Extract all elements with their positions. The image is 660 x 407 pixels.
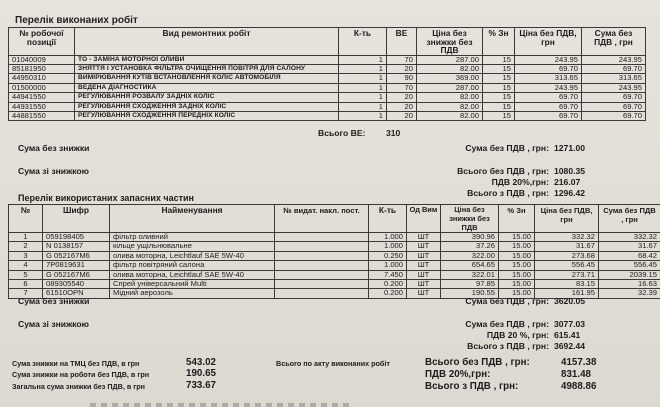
discount-parts-label: Сума знижки на ТМЦ без ПДВ, в грн (12, 359, 140, 368)
works-cell-work-type: РЕГУЛЮВАННЯ СХОДЖЕННЯ ЗАДНІХ КОЛІС (75, 102, 339, 111)
parts-table-row (9, 242, 660, 251)
parts-cell-code: 059198405 (43, 233, 110, 242)
parts-cell-price-no-vat: 83.15 (535, 280, 599, 289)
works-cell-qty: 1 (339, 102, 387, 111)
parts-cell-invoice (275, 242, 369, 251)
parts-cell-discount-pct: 15.00 (499, 270, 535, 279)
parts-cell-sum-no-vat: 68.42 (599, 251, 660, 260)
works-cell-work-type: РЕГУЛЮВАННЯ РОЗВАЛУ ЗАДНІХ КОЛІС (75, 93, 339, 102)
works-cell-discount-pct: 15 (483, 83, 515, 92)
parts-cell-invoice (275, 233, 369, 242)
parts-cell-sum-no-vat: 332.32 (599, 233, 660, 242)
works-cell-qty: 1 (339, 83, 387, 92)
parts-sum-no-vat-label: Сума без ПДВ , грн: (465, 296, 549, 306)
works-cell-sum-no-vat: 243.95 (582, 55, 646, 64)
parts-header-unit: Од Вим (407, 205, 441, 233)
parts-table-row (9, 280, 660, 289)
works-cell-price-no-discount: 369.00 (417, 74, 483, 83)
parts-total-with-vat-value: 3692.44 (554, 341, 586, 351)
works-cell-sum-no-vat: 69.70 (582, 93, 646, 102)
parts-cell-price-no-vat: 273.68 (535, 251, 599, 260)
parts-cell-sum-no-vat: 16.63 (599, 280, 660, 289)
works-header-sum-no-vat: Сума без ПДВ , грн (582, 28, 646, 56)
works-cell-discount-pct: 15 (483, 102, 515, 111)
parts-cell-price-no-discount: 322.00 (441, 251, 499, 260)
works-cell-be: 20 (387, 111, 417, 120)
works-sum-with-discount-label: Сума зі знижкою (18, 166, 89, 176)
works-cell-be: 70 (387, 55, 417, 64)
parts-cell-qty: 1.000 (369, 242, 407, 251)
parts-cell-invoice (275, 280, 369, 289)
works-cell-discount-pct: 15 (483, 64, 515, 73)
works-cell-qty: 1 (339, 74, 387, 83)
works-cell-position-code: 44881550 (9, 111, 75, 120)
works-table-row (9, 64, 646, 73)
parts-cell-unit: ШТ (407, 289, 441, 298)
parts-cell-price-no-discount: 390.96 (441, 233, 499, 242)
works-cell-discount-pct: 15 (483, 55, 515, 64)
parts-sum-no-vat-value: 3620.05 (554, 296, 586, 306)
grand-with-vat-label: Всього з ПДВ , грн: (425, 381, 519, 392)
parts-cell-sum-no-vat: 31.67 (599, 242, 660, 251)
parts-cell-code: 089305540 (43, 280, 110, 289)
works-cell-position-code: 44941550 (9, 93, 75, 102)
parts-table-row (9, 233, 660, 242)
works-table-row (9, 102, 646, 111)
works-cell-be: 20 (387, 102, 417, 111)
discount-total-label: Загальна сума знижки без ПДВ, в грн (12, 382, 145, 391)
parts-table-row (9, 261, 660, 270)
parts-section-title: Перелік використаних запасних частин (18, 193, 194, 203)
works-vat-label: ПДВ 20%,грн: (491, 177, 549, 187)
act-total-label: Всього по акту виконаних робіт (276, 359, 390, 368)
parts-header-price-no-vat: Ціна без ПДВ, грн (535, 205, 599, 233)
works-header-work-type: Вид ремонтних робіт (75, 28, 339, 56)
parts-cell-price-no-vat: 273.71 (535, 270, 599, 279)
parts-cell-discount-pct: 15.00 (499, 233, 535, 242)
works-cell-qty: 1 (339, 55, 387, 64)
parts-cell-number: 4 (9, 261, 43, 270)
parts-cell-discount-pct: 15.00 (499, 251, 535, 260)
works-section-title: Перелік виконаних робіт (15, 15, 138, 26)
parts-header-invoice: № видат. накл. пост. (275, 205, 369, 233)
parts-cell-name: Спрей універсальний Multi (110, 280, 275, 289)
works-cell-qty: 1 (339, 64, 387, 73)
parts-cell-name: фільтр повітряний салона (110, 261, 275, 270)
works-cell-price-no-discount: 82.00 (417, 111, 483, 120)
works-cell-price-no-discount: 82.00 (417, 102, 483, 111)
grand-vat-value: 831.48 (561, 369, 591, 380)
works-table-row (9, 83, 646, 92)
works-header-price-no-discount: Ціна без знижки без ПДВ (417, 28, 483, 56)
works-cell-be: 70 (387, 83, 417, 92)
parts-cell-qty: 7.450 (369, 270, 407, 279)
parts-cell-number: 1 (9, 233, 43, 242)
parts-cell-unit: ШТ (407, 242, 441, 251)
works-cell-sum-no-vat: 69.70 (582, 64, 646, 73)
parts-cell-code: G 052167M6 (43, 270, 110, 279)
discount-works-value: 190.65 (186, 368, 216, 379)
works-cell-price-no-vat: 69.70 (515, 111, 582, 120)
works-total-be-value: 310 (386, 128, 401, 138)
parts-cell-price-no-discount: 190.55 (441, 289, 499, 298)
works-total-with-vat-value: 1296.42 (554, 188, 586, 198)
works-cell-price-no-vat: 69.70 (515, 102, 582, 111)
discount-parts-value: 543.02 (186, 357, 216, 368)
parts-header-row (9, 205, 660, 233)
parts-cell-sum-no-vat: 2039.15 (599, 270, 660, 279)
parts-cell-unit: ШТ (407, 280, 441, 289)
works-total-be-label: Всього ВЕ: (318, 128, 366, 138)
parts-header-qty: К-ть (369, 205, 407, 233)
works-table-row (9, 93, 646, 102)
parts-cell-unit: ШТ (407, 251, 441, 260)
works-cell-discount-pct: 15 (483, 74, 515, 83)
parts-cell-price-no-vat: 31.67 (535, 242, 599, 251)
works-sum-no-vat-label: Сума без ПДВ , грн: (465, 143, 549, 153)
parts-cell-invoice (275, 251, 369, 260)
grand-no-vat-label: Всього без ПДВ , грн: (425, 357, 530, 368)
works-cell-qty: 1 (339, 93, 387, 102)
works-cell-work-type: ВИМІРЮВАННЯ КУТІВ ВСТАНОВЛЕННЯ КОЛІС АВТОМОБІЛЯ (75, 74, 339, 83)
works-cell-price-no-vat: 69.70 (515, 93, 582, 102)
parts-cell-code: N 0138157 (43, 242, 110, 251)
works-header-position: № робочої позиції (9, 28, 75, 56)
works-table-row (9, 74, 646, 83)
parts-header-sum-no-vat: Сума без ПДВ , грн (599, 205, 660, 233)
works-cell-position-code: 44950310 (9, 74, 75, 83)
parts-cell-qty: 0.250 (369, 251, 407, 260)
works-cell-price-no-discount: 82.00 (417, 93, 483, 102)
works-cell-discount-pct: 15 (483, 111, 515, 120)
works-cell-work-type: ВЕДЕНА ДІАГНОСТИКА (75, 83, 339, 92)
parts-cell-name: фільтр оливний (110, 233, 275, 242)
parts-cell-name: олива моторна, Leichtlauf SAE 5W-40 (110, 251, 275, 260)
parts-cell-name: Мідний аерозоль (110, 289, 275, 298)
cutoff-text-line (90, 403, 350, 407)
parts-cell-price-no-vat: 556.45 (535, 261, 599, 270)
grand-no-vat-value: 4157.38 (561, 357, 597, 368)
parts-cell-number: 3 (9, 251, 43, 260)
parts-cell-qty: 0.200 (369, 289, 407, 298)
parts-sum-no-discount-label: Сума без знижки (18, 296, 90, 306)
parts-cell-invoice (275, 289, 369, 298)
parts-table (8, 204, 660, 299)
works-cell-price-no-vat: 243.95 (515, 55, 582, 64)
grand-vat-label: ПДВ 20%,грн: (425, 369, 491, 380)
parts-cell-invoice (275, 261, 369, 270)
parts-cell-number: 2 (9, 242, 43, 251)
works-header-be: ВЕ (387, 28, 417, 56)
parts-cell-unit: ШТ (407, 270, 441, 279)
works-sum-no-discount-label: Сума без знижки (18, 143, 90, 153)
works-cell-be: 90 (387, 74, 417, 83)
works-cell-discount-pct: 15 (483, 93, 515, 102)
works-header-discount-pct: % Зн (483, 28, 515, 56)
works-total-no-vat-label: Всього без ПДВ , грн: (457, 166, 549, 176)
works-cell-sum-no-vat: 69.70 (582, 102, 646, 111)
parts-cell-sum-no-vat: 556.45 (599, 261, 660, 270)
parts-cell-discount-pct: 15.00 (499, 280, 535, 289)
parts-header-name: Найменування (110, 205, 275, 233)
parts-total-with-vat-label: Всього з ПДВ , грн: (467, 341, 549, 351)
parts-cell-code: G 052167M6 (43, 251, 110, 260)
works-cell-be: 20 (387, 64, 417, 73)
grand-with-vat-value: 4988.86 (561, 381, 597, 392)
parts-cell-price-no-discount: 37.26 (441, 242, 499, 251)
parts-header-number: № (9, 205, 43, 233)
works-cell-position-code: 01040009 (9, 55, 75, 64)
works-total-no-vat-value: 1080.35 (554, 166, 586, 176)
parts-cell-code: 61510OPN (43, 289, 110, 298)
works-cell-price-no-discount: 287.00 (417, 83, 483, 92)
works-header-row (9, 28, 646, 56)
parts-cell-unit: ШТ (407, 233, 441, 242)
parts-cell-number: 7 (9, 289, 43, 298)
discount-works-label: Сума знижки на роботи без ПДВ, в грн (12, 370, 150, 379)
works-cell-work-type: ТО - ЗАМІНА МОТОРНОЇ ОЛИВИ (75, 55, 339, 64)
parts-cell-discount-pct: 15.00 (499, 261, 535, 270)
parts-cell-name: кільце ущільнювальне (110, 242, 275, 251)
parts-cell-qty: 0.200 (369, 280, 407, 289)
parts-header-code: Шифр (43, 205, 110, 233)
parts-cell-invoice (275, 270, 369, 279)
works-total-with-vat-label: Всього з ПДВ , грн: (467, 188, 549, 198)
parts-cell-number: 5 (9, 270, 43, 279)
parts-cell-discount-pct: 15.00 (499, 242, 535, 251)
parts-cell-price-no-vat: 332.32 (535, 233, 599, 242)
works-cell-price-no-vat: 313.65 (515, 74, 582, 83)
works-cell-position-code: 44931550 (9, 102, 75, 111)
parts-cell-unit: ШТ (407, 261, 441, 270)
parts-disc-no-vat-label: Сума без ПДВ , грн: (465, 319, 549, 329)
parts-header-discount-pct: % Зн (499, 205, 535, 233)
works-table (8, 27, 646, 121)
parts-vat-value: 615.41 (554, 330, 581, 340)
works-cell-sum-no-vat: 313.65 (582, 74, 646, 83)
works-table-row (9, 55, 646, 64)
works-cell-work-type: РЕГУЛЮВАННЯ СХОДЖЕННЯ ПЕРЕДНІХ КОЛІС (75, 111, 339, 120)
works-cell-price-no-vat: 69.70 (515, 64, 582, 73)
parts-sum-with-discount-label: Сума зі знижкою (18, 319, 89, 329)
parts-cell-price-no-discount: 97.85 (441, 280, 499, 289)
works-header-price-no-vat: Ціна без ПДВ, грн (515, 28, 582, 56)
parts-cell-discount-pct: 15.00 (499, 289, 535, 298)
parts-vat-label: ПДВ 20 %, грн: (486, 330, 549, 340)
parts-cell-price-no-discount: 322.01 (441, 270, 499, 279)
works-cell-price-no-discount: 287.00 (417, 55, 483, 64)
parts-table-row (9, 251, 660, 260)
works-cell-price-no-discount: 82.00 (417, 64, 483, 73)
parts-cell-qty: 1.000 (369, 261, 407, 270)
parts-cell-name: олива моторна, Leichtlauf SAE 5W-40 (110, 270, 275, 279)
parts-cell-code: 7P0819631 (43, 261, 110, 270)
works-cell-work-type: ЗНЯТТЯ І УСТАНОВКА ФІЛЬТРА ОЧИЩЕННЯ ПОВІТРЯ ДЛЯ САЛОНУ (75, 64, 339, 73)
parts-cell-price-no-vat: 161.95 (535, 289, 599, 298)
parts-cell-qty: 1.000 (369, 233, 407, 242)
parts-disc-no-vat-value: 3077.03 (554, 319, 586, 329)
discount-total-value: 733.67 (186, 380, 216, 391)
works-cell-be: 20 (387, 93, 417, 102)
works-cell-qty: 1 (339, 111, 387, 120)
works-cell-position-code: 01500000 (9, 83, 75, 92)
works-sum-no-vat-value: 1271.00 (554, 143, 586, 153)
parts-cell-price-no-discount: 654.65 (441, 261, 499, 270)
parts-table-row (9, 270, 660, 279)
works-cell-price-no-vat: 243.95 (515, 83, 582, 92)
parts-header-price-no-discount: Ціна без знижки без ПДВ (441, 205, 499, 233)
parts-cell-number: 6 (9, 280, 43, 289)
works-table-row (9, 111, 646, 120)
parts-cell-sum-no-vat: 32.39 (599, 289, 660, 298)
works-vat-value: 216.07 (554, 177, 581, 187)
works-header-qty: К-ть (339, 28, 387, 56)
works-cell-position-code: 85181950 (9, 64, 75, 73)
works-cell-sum-no-vat: 243.95 (582, 83, 646, 92)
works-cell-sum-no-vat: 69.70 (582, 111, 646, 120)
